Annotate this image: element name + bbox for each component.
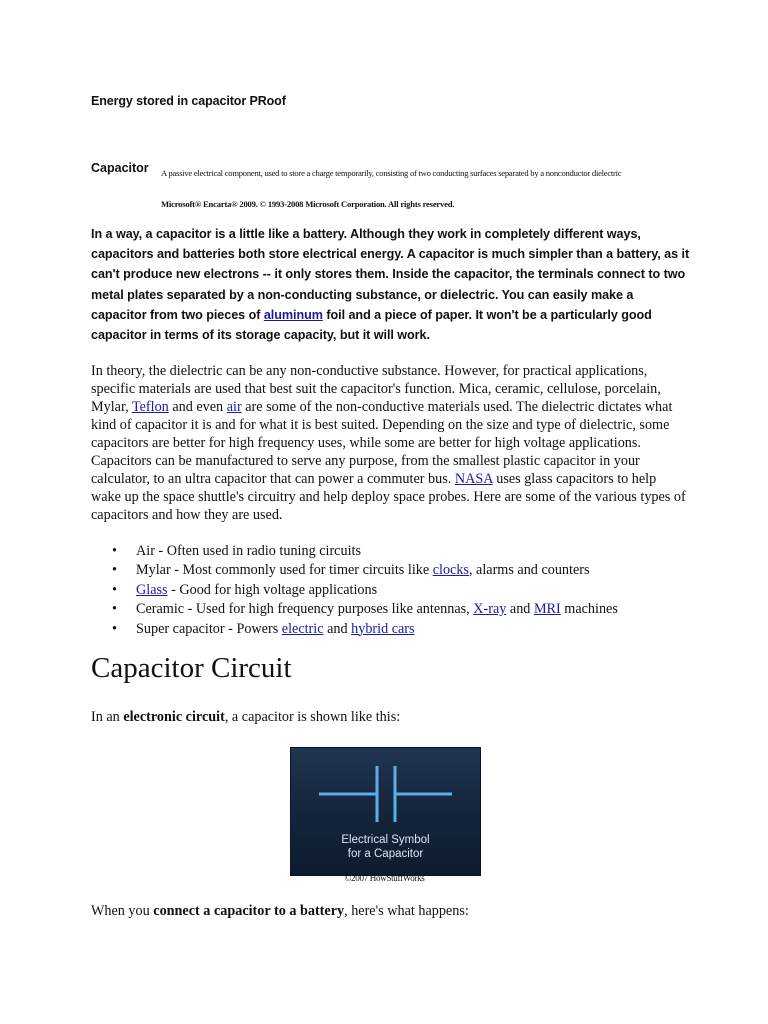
- battery-text: [91, 903, 469, 920]
- air-link[interactable]: air: [226, 399, 242, 415]
- theory-text-1: In theory, the dielectric can be any non-conductive substance. However, for practical applications, specific materials are used that best suit the capacitor's function. Mica, ceramic, cellulose, porcelain, Mylar,: [91, 363, 661, 415]
- copyright-notice: Microsoft® Encarta® 2009. © 1993-2008 Microsoft Corporation. All rights reserved.: [161, 199, 455, 209]
- theory-paragraph: [91, 362, 687, 524]
- circuit-intro-pre: In an: [91, 709, 124, 725]
- aluminum-link[interactable]: aluminum: [263, 307, 323, 322]
- teflon-link[interactable]: Teflon: [131, 399, 169, 415]
- list-item-text: Super capacitor - Powers: [136, 620, 282, 637]
- intro-text-2: foil and a piece of paper. It won't be a particularly good capacitor in terms of its storage capacity, but it will work.: [91, 307, 652, 343]
- list-item: [112, 620, 618, 639]
- list-item-text: , alarms and counters: [468, 562, 590, 579]
- theory-text-4: uses glass capacitors to help wake up the space shuttle's circuitry and help deploy space probes. Here are some of the various types of capacitors and how they are used.: [91, 471, 686, 523]
- battery-post: , here's what happens:: [344, 903, 469, 919]
- circuit-intro-bold: electronic circuit: [123, 709, 225, 725]
- definition-text: A passive electrical component, used to store a charge temporarily, consisting of two conducting surfaces separated by a nonconductor dielectric: [161, 168, 622, 178]
- x-ray-link[interactable]: X-ray: [473, 601, 507, 618]
- list-item: [112, 542, 618, 561]
- intro-paragraph: [91, 224, 691, 345]
- theory-text-2: and even: [168, 399, 227, 415]
- nasa-link[interactable]: NASA: [454, 471, 493, 487]
- mri-link[interactable]: MRI: [533, 601, 561, 618]
- clocks-link[interactable]: clocks: [432, 562, 469, 579]
- battery-pre: When you: [91, 903, 154, 919]
- bullet-icon: •: [112, 543, 117, 559]
- glass-link[interactable]: Glass: [136, 581, 168, 598]
- list-item-text: Mylar - Most commonly used for timer circuits like: [136, 562, 433, 579]
- list-item: [112, 561, 618, 580]
- figure-credit: ©2007 HowStuffWorks: [344, 873, 425, 883]
- capacitor-symbol-icon: [291, 748, 480, 828]
- battery-bold: connect a capacitor to a battery: [153, 903, 345, 919]
- list-item-text: Air - Often used in radio tuning circuits: [136, 543, 361, 559]
- bullet-icon: •: [112, 581, 117, 598]
- list-item: [112, 600, 618, 619]
- figure-caption-line-1: Electrical Symbol: [341, 834, 430, 846]
- intro-text-1: In a way, a capacitor is a little like a battery. Although they work in completely different ways, capacitors and batteries both store electrical energy. A capacitor is much simpler than a battery, as it can't produce new electrons -- it only stores them. Inside the capacitor, the terminals connect to two metal plates separated by a non-conducting substance, or dielectric. You can easily make a capacitor from two pieces of: [91, 227, 690, 322]
- circuit-intro-text: [91, 709, 400, 726]
- list-item-text: Ceramic - Used for high frequency purposes like antennas,: [136, 601, 474, 618]
- bullet-icon: •: [112, 562, 117, 579]
- document-title: Energy stored in capacitor PRoof: [91, 94, 286, 108]
- definition-term: Capacitor: [91, 161, 149, 175]
- hybrid-cars-link[interactable]: hybrid cars: [351, 620, 415, 637]
- capacitor-symbol-figure: [290, 747, 481, 876]
- list-item: [112, 581, 618, 600]
- list-item-text: - Good for high voltage applications: [167, 581, 378, 598]
- electric-link[interactable]: electric: [281, 620, 324, 637]
- section-heading: Capacitor Circuit: [91, 652, 292, 684]
- figure-caption-line-2: for a Capacitor: [347, 848, 424, 860]
- list-item-text: machines: [560, 601, 618, 618]
- list-item-text: and: [506, 601, 534, 618]
- capacitor-types-list: [112, 542, 618, 639]
- list-item-text: and: [323, 620, 352, 637]
- bullet-icon: •: [112, 620, 117, 637]
- circuit-intro-post: , a capacitor is shown like this:: [224, 709, 401, 725]
- theory-text-3: are some of the non-conductive materials used. The dielectric dictates what kind of capacitor it is and for what it is best suited. Depending on the size and type of dielectric, some capacitors are better for high frequency uses, while some are better for high voltage applications. Capacitors can be manufactured to serve any purpose, from the smallest plastic capacitor in your calculator, to an ultra capacitor that can power a commuter bus.: [91, 399, 673, 487]
- bullet-icon: •: [112, 601, 117, 618]
